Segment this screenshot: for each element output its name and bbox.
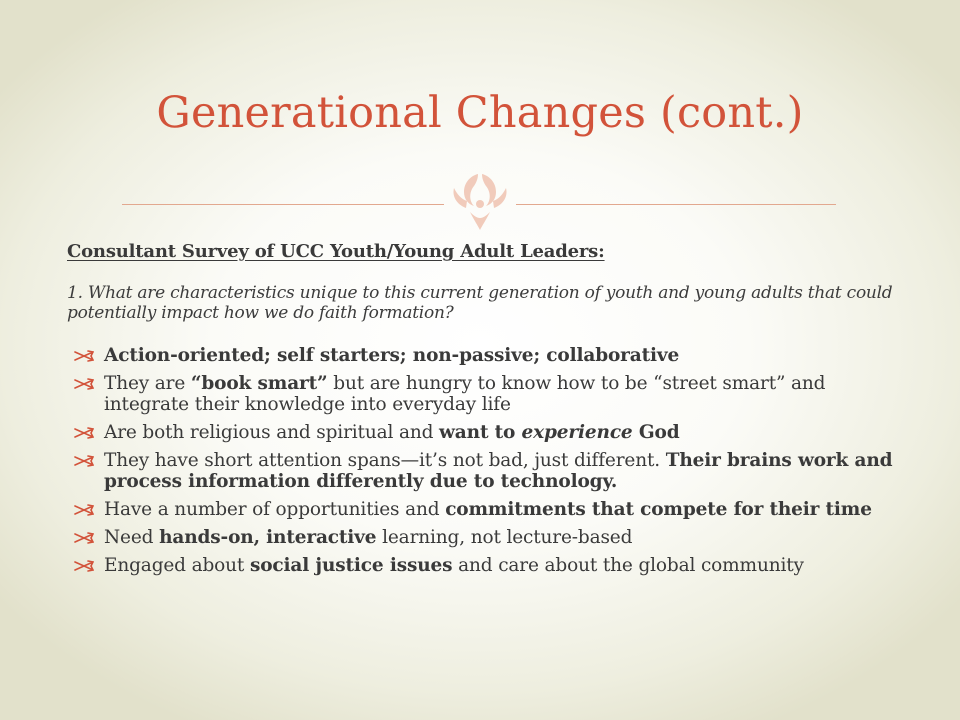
bullet-emphasis: commitments that compete for their time — [445, 499, 872, 520]
list-item — [72, 555, 902, 576]
title-divider-left — [122, 204, 444, 205]
bullet-text — [104, 345, 679, 366]
slide-title: Generational Changes (cont.) — [156, 88, 804, 138]
bullet-emphasis: hands-on, interactive — [159, 527, 377, 548]
bullet-run: They are — [104, 373, 191, 394]
bullet-emphasis: want to — [439, 422, 522, 443]
list-item — [72, 499, 902, 520]
list-item — [72, 422, 902, 443]
crossed-arrow-icon — [74, 560, 94, 572]
bullet-text — [104, 450, 892, 492]
survey-heading: Consultant Survey of UCC Youth/Young Adult Leaders: — [67, 241, 605, 262]
list-item — [72, 450, 902, 492]
list-item — [72, 373, 902, 415]
crossed-arrow-icon — [74, 532, 94, 544]
crossed-arrow-icon — [74, 455, 94, 467]
crossed-arrow-icon — [74, 504, 94, 516]
crossed-arrow-icon — [74, 427, 94, 439]
title-divider-right — [516, 204, 836, 205]
bullet-emphasis: Their brains work and process information differently due to technology. — [104, 450, 893, 492]
bullet-text — [104, 555, 804, 576]
bullet-emphasis: Action-oriented; self starters; non-passive; collaborative — [104, 345, 680, 366]
bullet-run: They have short attention spans—it’s not bad, just different. — [104, 450, 666, 471]
bullet-run: learning, not lecture-based — [376, 527, 633, 548]
bullet-text — [104, 422, 679, 443]
bullet-run: but are hungry to know how to be “street smart” and integrate their knowledge into everyday life — [104, 373, 826, 415]
bullet-run: Engaged about — [104, 555, 250, 576]
bullet-text — [104, 373, 825, 415]
list-item — [72, 527, 902, 548]
crossed-arrow-icon — [74, 350, 94, 362]
survey-question: 1. What are characteristics unique to this current generation of youth and young adults that could potentially impact how we do faith formation? — [67, 283, 893, 323]
bullet-text — [104, 499, 872, 520]
bullet-emphasis: “book smart” — [190, 373, 328, 394]
bullet-run: Are both religious and spiritual and — [104, 422, 440, 443]
ornament-icon — [448, 170, 512, 232]
bullet-run: Need — [104, 527, 160, 548]
bullet-text — [104, 527, 632, 548]
characteristics-list — [72, 345, 902, 583]
bullet-emphasis: God — [632, 422, 680, 443]
crossed-arrow-icon — [74, 378, 94, 390]
bullet-emphasis: social justice issues — [249, 555, 453, 576]
bullet-run: Have a number of opportunities and — [104, 499, 446, 520]
bullet-run: and care about the global community — [452, 555, 804, 576]
list-item — [72, 345, 902, 366]
bullet-emphasis: experience — [521, 422, 633, 443]
